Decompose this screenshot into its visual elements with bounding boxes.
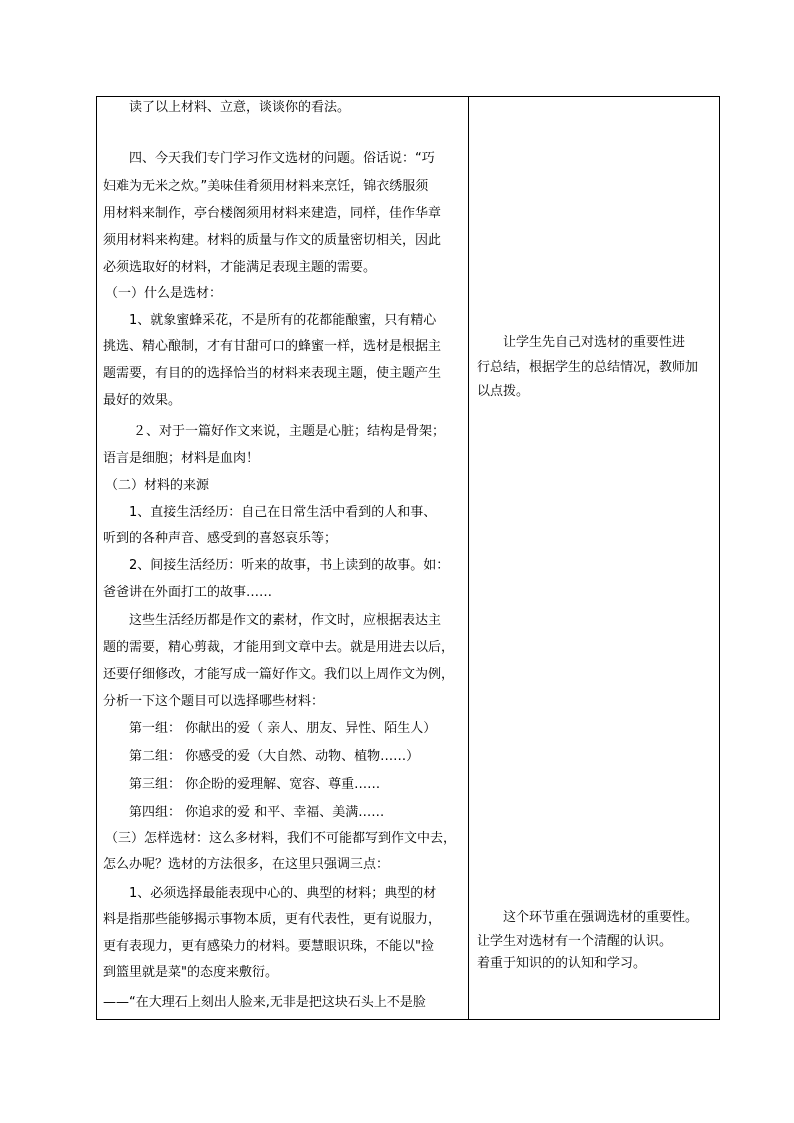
text-line: ２、对于一篇好作文来说，主题是心脏；结构是骨架； xyxy=(133,424,446,439)
text-line: 2、间接生活经历：听来的故事，书上读到的故事。如： xyxy=(129,558,450,573)
text-line: 必须选取好的材料，才能满足表现主题的需要。 xyxy=(103,260,377,275)
text-line: 题需要，有目的的选择恰当的材料来表现主题，使主题产生 xyxy=(103,366,442,381)
text-line: 爸爸讲在外面打工的故事…… xyxy=(103,585,273,600)
section-heading: （二）材料的来源 xyxy=(105,478,210,493)
group-line: 第二组： 你感受的爱（大自然、动物、植物……） xyxy=(129,749,420,764)
text-line: 四、今天我们专门学习作文选材的问题。俗话说：“巧 xyxy=(129,151,435,166)
text-line: 题的需要，精心剪裁，才能用到文章中去。就是用进去以后， xyxy=(103,640,455,655)
note-line: 让学生对选材有一个清醒的认识。 xyxy=(477,934,673,949)
text-line: 1、直接生活经历：自己在日常生活中看到的人和事、 xyxy=(129,505,437,520)
text-line: 最好的效果。 xyxy=(103,393,182,408)
text-line: 这些生活经历都是作文的素材，作文时，应根据表达主 xyxy=(129,613,442,628)
text-line: 挑选、精心酿制，才有甘甜可口的蜂蜜一样，选材是根据主 xyxy=(103,339,442,354)
column-divider xyxy=(468,97,469,1019)
text-line: 语言是细胞；材料是血肉！ xyxy=(103,451,260,466)
group-line: 第三组： 你企盼的爱理解、宽容、尊重…… xyxy=(129,777,381,792)
text-line: 1、必须选择最能表现中心的、典型的材料；典型的材 xyxy=(129,886,437,901)
text-line: 须用材料来构建。材料的质量与作文的质量密切相关，因此 xyxy=(103,233,442,248)
text-line: 怎么办呢？选材的方法很多，在这里只强调三点： xyxy=(103,857,390,872)
text-line: 分析一下这个题目可以选择哪些材料： xyxy=(103,694,325,709)
section-heading: （一）什么是选材： xyxy=(105,286,223,301)
note-line: 着重于知识的的认知和学习。 xyxy=(477,956,647,971)
text-line: 还要仔细修改，才能写成一篇好作文。我们以上周作文为例， xyxy=(103,667,455,682)
note-line: 以点拨。 xyxy=(477,384,530,399)
text-line: 妇难为无米之炊。”美味佳肴须用材料来烹饪，锦衣绣服须 xyxy=(103,179,429,194)
text-line: ——“在大理石上刻出人脸来,无非是把这块石头上不是脸 xyxy=(103,995,426,1010)
group-line: 第一组： 你献出的爱（ 亲人、朋友、异性、陌生人） xyxy=(129,721,437,736)
note-line: 这个环节重在强调选材的重要性。 xyxy=(503,910,699,925)
text-line: 读了以上材料、立意，谈谈你的看法。 xyxy=(129,100,351,115)
text-line: 更有表现力，更有感染力的材料。要慧眼识珠，不能以"捡 xyxy=(103,939,434,954)
text-line: 听到的各种声音、感受到的喜怒哀乐等； xyxy=(103,531,338,546)
lesson-table xyxy=(96,96,720,1020)
group-line: 第四组： 你追求的爱 和平、幸福、美满…… xyxy=(129,805,385,820)
note-line: 让学生先自己对选材的重要性进 xyxy=(503,335,686,350)
text-line: 到篮里就是菜"的态度来敷衍。 xyxy=(103,965,278,980)
section-heading: （三）怎样选材：这么多材料，我们不可能都写到作文中去， xyxy=(105,831,457,846)
text-line: 料是指那些能够揭示事物本质，更有代表性，更有说服力， xyxy=(103,912,442,927)
text-line: 用材料来制作，亭台楼阁须用材料来建造，同样，佳作华章 xyxy=(103,206,442,221)
text-line: 1、就象蜜蜂采花，不是所有的花都能酿蜜，只有精心 xyxy=(129,313,437,328)
note-line: 行总结，根据学生的总结情况，教师加 xyxy=(477,360,699,375)
